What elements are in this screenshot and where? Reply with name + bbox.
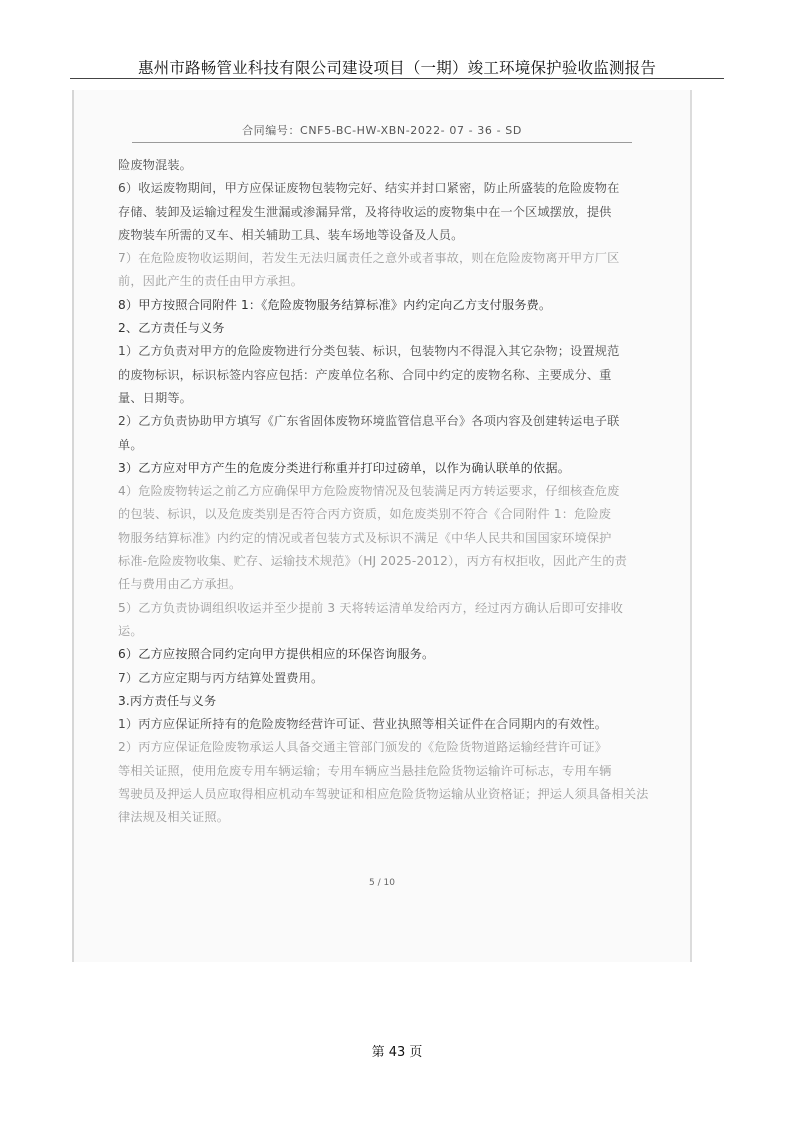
text-line: 量、日期等。 bbox=[118, 390, 193, 405]
scan-left-edge bbox=[72, 90, 74, 962]
text-line: 2）乙方负责协助甲方填写《广东省固体废物环境监管信息平台》各项内容及创建转运电子联 bbox=[118, 414, 620, 429]
text-line: 1）丙方应保证所持有的危险废物经营许可证、营业执照等相关证件在合同期内的有效性。 bbox=[118, 717, 608, 732]
text-line: 标准-危险废物收集、贮存、运输技术规范》（HJ 2025-2012），丙方有权拒收，因此产生的责 bbox=[118, 554, 628, 569]
text-line: 前，因此产生的责任由甲方承担。 bbox=[118, 274, 304, 289]
text-line: 废物装车所需的叉车、相关辅助工具、装车场地等设备及人员。 bbox=[118, 227, 464, 242]
text-line: 险废物混装。 bbox=[118, 158, 193, 172]
header-divider bbox=[70, 78, 724, 79]
text-line: 单。 bbox=[118, 437, 143, 452]
text-line: 7）乙方应定期与丙方结算处置费用。 bbox=[118, 670, 324, 685]
text-line: 任与费用由乙方承担。 bbox=[118, 577, 242, 592]
text-line: 6）乙方应按照合同约定向甲方提供相应的环保咨询服务。 bbox=[118, 647, 435, 662]
scan-right-edge bbox=[690, 90, 692, 962]
text-line: 6）收运废物期间，甲方应保证废物包装物完好、结实并封口紧密，防止所盛装的危险废物在 bbox=[118, 181, 620, 196]
text-line: 2）丙方应保证危险废物承运人具备交通主管部门颁发的《危险货物道路运输经营许可证》 bbox=[118, 740, 608, 755]
text-line: 7）在危险废物收运期间，若发生无法归属责任之意外或者事故，则在危险废物离开甲方厂区 bbox=[118, 251, 620, 266]
text-line: 律法规及相关证照。 bbox=[118, 810, 230, 825]
text-line: 的废物标识，标识标签内容应包括：产废单位名称、合同中约定的废物名称、主要成分、重 bbox=[118, 367, 612, 382]
text-line: 运。 bbox=[118, 623, 143, 638]
text-line: 物服务结算标准》内约定的情况或者包装方式及标识不满足《中华人民共和国国家环境保护 bbox=[118, 530, 612, 545]
text-line: 3）乙方应对甲方产生的危废分类进行称重并打印过磅单，以作为确认联单的依据。 bbox=[118, 460, 571, 475]
contract-body-text bbox=[118, 154, 648, 830]
text-line: 1）乙方负责对甲方的危险废物进行分类包装、标识，包装物内不得混入其它杂物；设置规范 bbox=[118, 344, 620, 359]
page-number: 第 43 页 bbox=[371, 1045, 423, 1060]
text-line: 的包装、标识，以及危废类别是否符合丙方资质，如危废类别不符合《合同附件 1：危险废 bbox=[118, 507, 612, 522]
text-line: 驾驶员及押运人员应取得相应机动车驾驶证和相应危险货物运输从业资格证；押运人须具备相关法 bbox=[118, 787, 649, 802]
text-line: 等相关证照，使用危废专用车辆运输；专用车辆应当悬挂危险货物运输许可标志，专用车辆 bbox=[118, 763, 612, 778]
section-heading: 3.丙方责任与义务 bbox=[118, 693, 217, 708]
report-header-title: 惠州市路畅管业科技有限公司建设项目（一期）竣工环境保护验收监测报告 bbox=[137, 59, 657, 77]
contract-number: 合同编号：CNF5-BC-HW-XBN-2022- 07 - 36 - SD bbox=[242, 124, 522, 137]
text-line: 8）甲方按照合同附件 1：《危险废物服务结算标准》内约定向乙方支付服务费。 bbox=[118, 297, 552, 312]
scan-page-indicator: 5 / 10 bbox=[369, 878, 395, 888]
contract-number-rule bbox=[132, 142, 632, 143]
text-line: 5）乙方负责协调组织收运并至少提前 3 天将转运清单发给丙方，经过丙方确认后即可安排收 bbox=[118, 600, 624, 615]
section-heading: 2、乙方责任与义务 bbox=[118, 321, 225, 336]
text-line: 存储、装卸及运输过程发生泄漏或渗漏异常，及将待收运的废物集中在一个区域摆放，提供 bbox=[118, 204, 612, 219]
scanned-contract-page bbox=[72, 90, 692, 962]
text-line: 4）危险废物转运之前乙方应确保甲方危险废物情况及包装满足丙方转运要求，仔细核查危废 bbox=[118, 484, 620, 499]
